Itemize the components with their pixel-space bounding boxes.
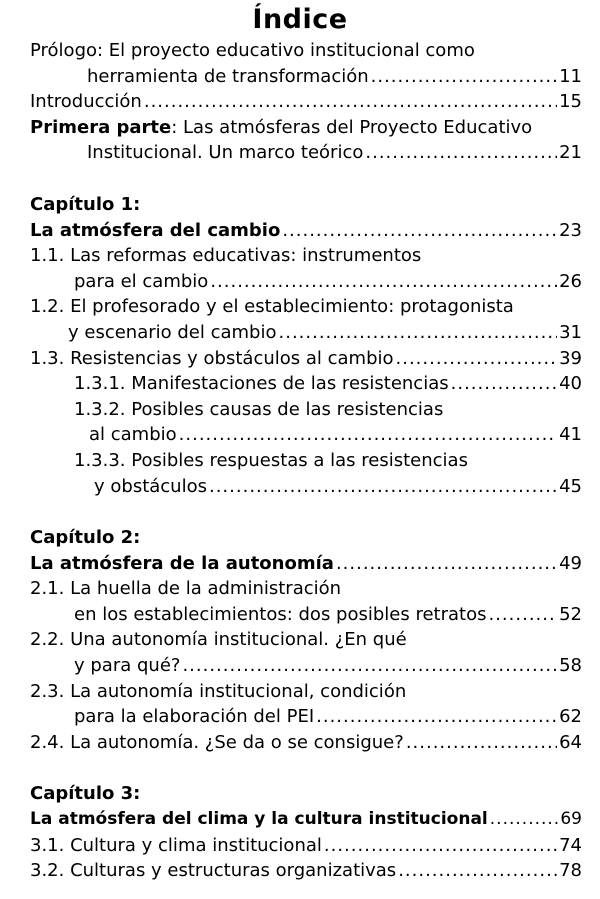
page-number: 40 [559,373,582,395]
page-number: 74 [559,834,582,856]
leader-dots [451,371,557,397]
toc-text: herramienta de transformación [87,65,369,87]
leader-dots [324,833,557,859]
chapter-1-title [0,218,600,244]
toc-text: 1.2. El profesorado y el establecimiento: protagonista [30,296,514,318]
leader-dots [490,807,559,833]
toc-text: Introducción [30,91,142,113]
toc-text: 3.2. Culturas y estructuras organizativas [30,860,397,882]
leader-dots [488,602,557,628]
toc-primera-parte-line1 [0,115,600,141]
leader-dots [144,89,557,115]
toc-text: 3.1. Cultura y clima institucional [30,834,322,856]
toc-text: La atmósfera de la autonomía [30,552,334,574]
page-number: 62 [559,706,582,728]
toc-text: al cambio [89,424,177,446]
chapter-3-heading: Capítulo 3: [30,783,141,805]
page-number: 23 [559,219,582,241]
toc-1-1-line1 [0,243,600,269]
toc-text: 1.1. Las reformas educativas: instrumentos [30,245,422,267]
leader-dots [282,218,557,244]
toc-1-2-line1 [0,294,600,320]
toc-1-3-1 [0,371,600,397]
page-number: 78 [559,860,582,882]
toc-2-3-line2 [0,704,600,730]
toc-text: : Las atmósferas del Proyecto Educativo [171,116,533,138]
chapter-3-title [0,807,600,833]
leader-dots [365,140,557,166]
toc-2-1-line1 [0,576,600,602]
toc-text: 1.3.2. Posibles causas de las resistencias [74,398,444,420]
toc-prologo-line1 [0,38,600,64]
toc-2-1-line2 [0,602,600,628]
page-number: 52 [559,603,582,625]
toc-text: 1.3.3. Posibles respuestas a las resistencias [74,449,468,471]
leader-dots [371,64,557,90]
chapter-2-heading: Capítulo 2: [30,527,141,549]
spacer [0,499,600,525]
page-title: Índice [252,4,348,35]
toc-2-2-line2 [0,653,600,679]
chapter-2-title [0,551,600,577]
toc-1-2-line2 [0,320,600,346]
leader-dots [336,551,557,577]
toc-2-4 [0,730,600,756]
toc-text: en los establecimientos: dos posibles retratos [74,603,487,625]
page-number: 31 [559,321,582,343]
toc-introduccion [0,89,600,115]
toc-text: para la elaboración del PEI [74,706,315,728]
toc-1-3-2-line2 [0,422,600,448]
spacer [0,166,600,192]
toc-text: Prólogo: El proyecto educativo institucional como [30,40,475,61]
toc-text: y para qué? [74,655,181,677]
toc-text: 2.3. La autonomía institucional, condición [30,680,407,702]
page-number: 58 [559,655,582,677]
page-number: 15 [559,91,582,113]
page-number: 21 [559,142,582,164]
toc-text: 1.3.1. Manifestaciones de las resistencias [74,373,449,395]
toc-1-3-3-line2 [0,474,600,500]
toc-text: 2.1. La huella de la administración [30,578,342,600]
part-label: Primera parte [30,116,172,138]
toc-2-2-line1 [0,627,600,653]
leader-dots [209,474,557,500]
toc-text: para el cambio [74,270,209,292]
toc-text: y escenario del cambio [68,321,277,343]
toc-entries [0,38,600,884]
page-number: 45 [559,475,582,497]
leader-dots [396,346,558,372]
leader-dots [279,320,558,346]
toc-text: 2.2. Una autonomía institucional. ¿En qué [30,629,407,651]
page-number: 49 [559,552,582,574]
toc-text: 1.3. Resistencias y obstáculos al cambio [30,347,394,369]
leader-dots [182,653,557,679]
toc-1-1-line2 [0,269,600,295]
toc-3-2 [0,858,600,884]
toc-2-3-line1 [0,679,600,705]
leader-dots [210,269,557,295]
leader-dots [179,422,557,448]
chapter-1-heading: Capítulo 1: [30,193,141,215]
toc-3-1 [0,833,600,859]
page-number: 39 [559,347,582,369]
leader-dots [398,858,557,884]
page-number: 11 [559,65,582,87]
toc-1-3-2-line1 [0,397,600,423]
page-number: 69 [560,809,582,830]
leader-dots [406,730,557,756]
spacer [0,755,600,781]
leader-dots [316,704,557,730]
page-number: 64 [559,731,582,753]
toc-text: y obstáculos [94,475,207,497]
toc-primera-parte-line2 [0,140,600,166]
toc-text: 2.4. La autonomía. ¿Se da o se consigue? [30,731,404,753]
toc-text: La atmósfera del cambio [30,219,281,241]
page-number: 41 [559,424,582,446]
toc-1-3-3-line1 [0,448,600,474]
page-number: 26 [559,270,582,292]
toc-prologo-line2 [0,64,600,90]
toc-text: La atmósfera del clima y la cultura institucional [30,809,488,830]
toc-1-3 [0,346,600,372]
toc-text: Institucional. Un marco teórico [87,142,364,164]
